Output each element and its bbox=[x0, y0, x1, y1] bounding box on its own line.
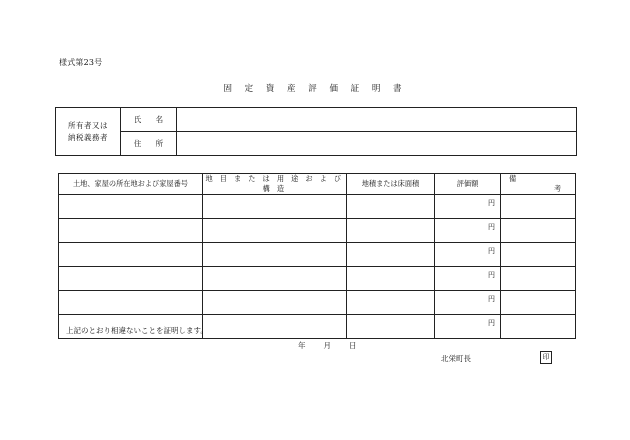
cell-note[interactable] bbox=[501, 267, 576, 291]
cell-use[interactable] bbox=[203, 243, 347, 267]
header-value: 評価額 bbox=[435, 174, 501, 195]
cell-value[interactable]: 円 bbox=[435, 219, 501, 243]
cell-address[interactable] bbox=[59, 219, 203, 243]
cell-area[interactable] bbox=[347, 195, 435, 219]
document-title: 固 定 資 産 評 価 証 明 書 bbox=[223, 84, 407, 94]
header-note-1: 備 bbox=[509, 174, 517, 183]
owner-label bbox=[56, 108, 121, 156]
table-row bbox=[59, 267, 576, 291]
cell-value[interactable]: 円 bbox=[435, 267, 501, 291]
certification-text: 上記のとおり相違ないことを証明します。 bbox=[66, 326, 208, 335]
date-month: 月 bbox=[323, 341, 331, 350]
address-field[interactable] bbox=[177, 132, 577, 156]
cell-area[interactable] bbox=[347, 315, 435, 339]
cell-address[interactable] bbox=[59, 243, 203, 267]
cell-area[interactable] bbox=[347, 291, 435, 315]
cell-use[interactable] bbox=[203, 267, 347, 291]
owner-label-line2: 納税義務者 bbox=[68, 132, 108, 142]
date-year: 年 bbox=[298, 341, 306, 350]
cell-value[interactable]: 円 bbox=[435, 291, 501, 315]
cell-address[interactable] bbox=[59, 291, 203, 315]
name-field[interactable] bbox=[177, 108, 577, 132]
cell-value[interactable]: 円 bbox=[435, 243, 501, 267]
property-table bbox=[58, 173, 576, 339]
header-note-2: 考 bbox=[554, 184, 562, 193]
cell-use[interactable] bbox=[203, 315, 347, 339]
cell-area[interactable] bbox=[347, 243, 435, 267]
address-label: 住 所 bbox=[121, 132, 177, 156]
seal-mark: 印 bbox=[540, 351, 552, 364]
cell-area[interactable] bbox=[347, 267, 435, 291]
owner-table bbox=[55, 107, 577, 156]
cell-address[interactable] bbox=[59, 195, 203, 219]
cell-value[interactable]: 円 bbox=[435, 315, 501, 339]
table-row bbox=[59, 219, 576, 243]
issuer: 北栄町長 bbox=[441, 354, 471, 363]
header-note bbox=[501, 174, 576, 195]
cell-use[interactable] bbox=[203, 291, 347, 315]
table-row bbox=[59, 291, 576, 315]
cell-note[interactable] bbox=[501, 315, 576, 339]
cell-area[interactable] bbox=[347, 219, 435, 243]
table-row bbox=[59, 243, 576, 267]
date-line bbox=[298, 340, 357, 351]
cell-address[interactable] bbox=[59, 267, 203, 291]
header-use: 地 目 ま た は 用 途 お よ び 構 造 bbox=[203, 174, 347, 195]
table-row bbox=[59, 195, 576, 219]
name-label: 氏 名 bbox=[121, 108, 177, 132]
header-address: 土地、家屋の所在地および家屋番号 bbox=[59, 174, 203, 195]
cell-note[interactable] bbox=[501, 291, 576, 315]
cell-note[interactable] bbox=[501, 243, 576, 267]
cell-use[interactable] bbox=[203, 195, 347, 219]
cell-value[interactable]: 円 bbox=[435, 195, 501, 219]
cell-note[interactable] bbox=[501, 195, 576, 219]
date-day: 日 bbox=[349, 341, 357, 350]
header-area: 地積または床面積 bbox=[347, 174, 435, 195]
form-number: 様式第23号 bbox=[59, 58, 103, 67]
cell-use[interactable] bbox=[203, 219, 347, 243]
cell-note[interactable] bbox=[501, 219, 576, 243]
owner-label-line1: 所有者又は bbox=[68, 120, 108, 130]
